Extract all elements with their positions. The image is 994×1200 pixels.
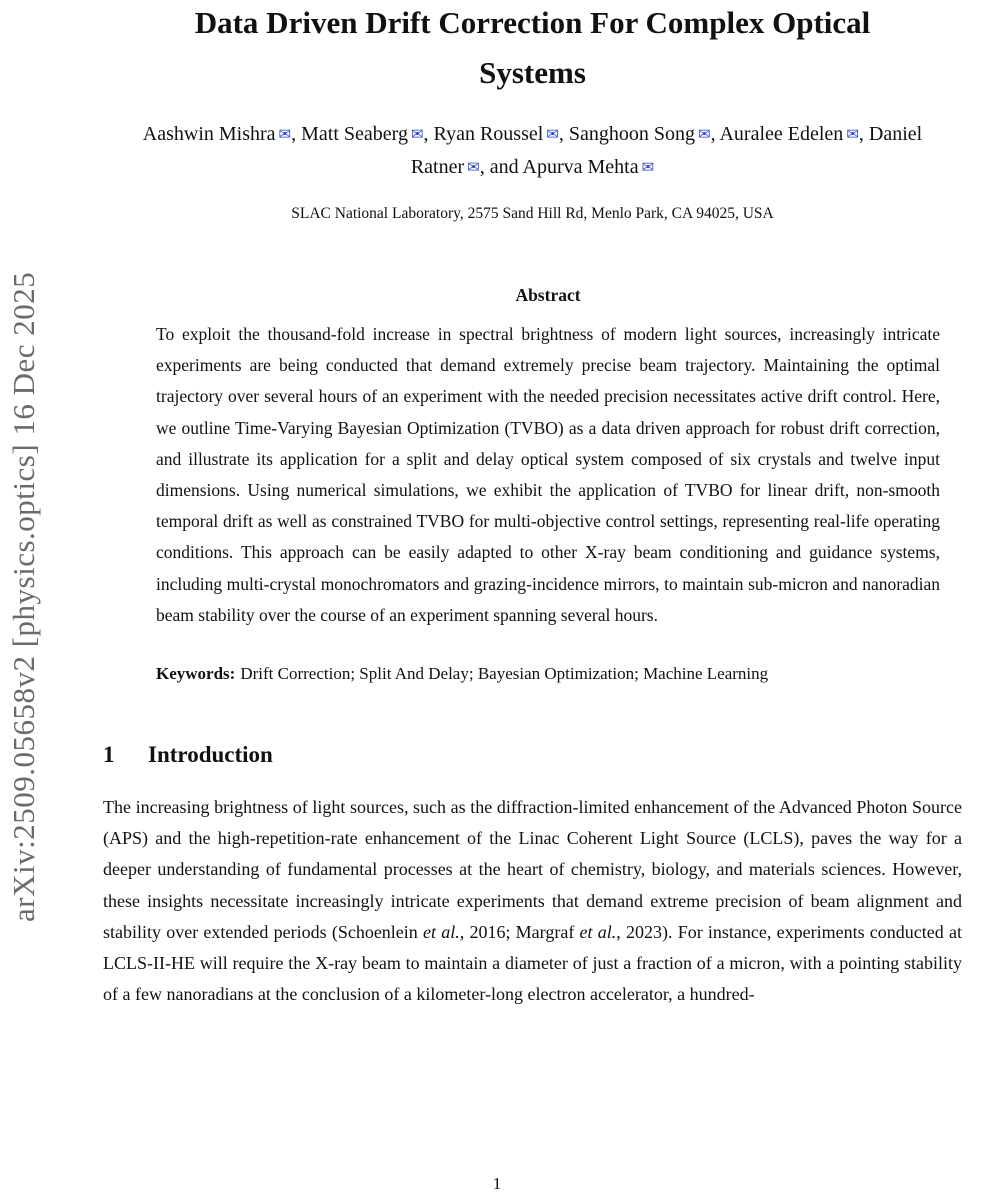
affiliation: SLAC National Laboratory, 2575 Sand Hill Rd, Menlo Park, CA 94025, USA: [291, 205, 774, 222]
author-line: [103, 118, 962, 184]
email-envelope-icon[interactable]: ✉: [410, 125, 424, 143]
author-name: Aashwin Mishra: [142, 123, 276, 145]
email-envelope-icon[interactable]: ✉: [698, 125, 711, 143]
intro-text-segment: The increasing brightness of light sources, such as the diffraction-limited enhancement of the Advanced Photon Source (APS) and the high-repetition-rate enhancement of the Linac Coherent Light Source (LCLS), paves the way for a deeper understanding of fundamental processes at the heart of chemistry, biology, and materials sciences. However, these insights necessitate increasingly intricate experiments that demand extreme precision of beam alignment and stability over extended periods (Schoenlein: [103, 797, 962, 942]
keywords-label: Keywords:: [156, 664, 236, 684]
author-separator: , and: [479, 156, 523, 178]
intro-paragraph: [103, 792, 962, 1010]
section-title: Introduction: [148, 742, 273, 768]
abstract-heading: Abstract: [515, 285, 581, 305]
title-line-2: Systems: [479, 55, 586, 90]
arxiv-watermark: arXiv:2509.05658v2 [physics.optics] 16 Dec 2025: [6, 271, 41, 922]
paper-title: [103, 0, 962, 98]
author-name: Daniel Ratner: [410, 123, 923, 178]
author-name: Auralee Edelen: [719, 123, 844, 145]
abstract-text: To exploit the thousand-fold increase in spectral brightness of modern light sources, increasingly intricate experiments are being conducted that demand extremely precise beam trajectory. Maintaining the optimal trajectory over several hours of an experiment with the needed precision necessitates active drift control. Here, we outline Time-Varying Bayesian Optimization (TVBO) as a data driven approach for robust drift correction, and illustrate its application for a split and delay optical system composed of six crystals and twelve input dimensions. Using numerical simulations, we exhibit the application of TVBO for linear drift, non-smooth temporal drift as well as constrained TVBO for multi-objective control settings, representing real-life operating conditions. This approach can be easily adapted to other X-ray beam conditioning and guidance systems, including multi-crystal monochromators and grazing-incidence mirrors, to maintain sub-micron and nanoradian beam stability over the course of an experiment spanning several hours.: [156, 324, 940, 625]
email-envelope-icon[interactable]: ✉: [641, 158, 655, 176]
author-separator: ,: [710, 123, 720, 145]
author-name: Ryan Roussel: [433, 123, 544, 145]
section-number: 1: [103, 742, 115, 768]
page-number: 1: [492, 1174, 502, 1193]
author-separator: ,: [858, 123, 869, 145]
abstract-section: [156, 285, 940, 684]
section-heading-introduction: [103, 742, 962, 768]
author-name: Apurva Mehta: [522, 156, 639, 178]
email-envelope-icon[interactable]: ✉: [846, 125, 859, 143]
author-separator: ,: [423, 123, 434, 145]
citation-etal: et al.: [579, 921, 617, 942]
email-envelope-icon[interactable]: ✉: [467, 158, 480, 176]
email-envelope-icon[interactable]: ✉: [546, 125, 559, 143]
author-separator: ,: [558, 123, 569, 145]
author-separator: ,: [291, 123, 302, 145]
author-name: Sanghoon Song: [568, 123, 695, 145]
intro-text-segment: , 2016; Margraf: [459, 921, 580, 942]
keywords-text: Drift Correction; Split And Delay; Bayesian Optimization; Machine Learning: [240, 664, 769, 684]
title-line-1: Data Driven Drift Correction For Complex Optical: [194, 5, 871, 40]
keywords-line: [156, 664, 940, 684]
citation-etal: et al.: [423, 921, 460, 942]
author-name: Matt Seaberg: [301, 123, 408, 145]
intro-text-segment: , 2023). For instance, experiments conducted at LCLS-II-HE will require the X-ray beam to maintain a diameter of just a fraction of a micron, with a pointing stability of a few nanoradians at the conclusion of a kilometer-long electron accelerator, a hundred-: [103, 921, 962, 1005]
email-envelope-icon[interactable]: ✉: [278, 125, 292, 143]
